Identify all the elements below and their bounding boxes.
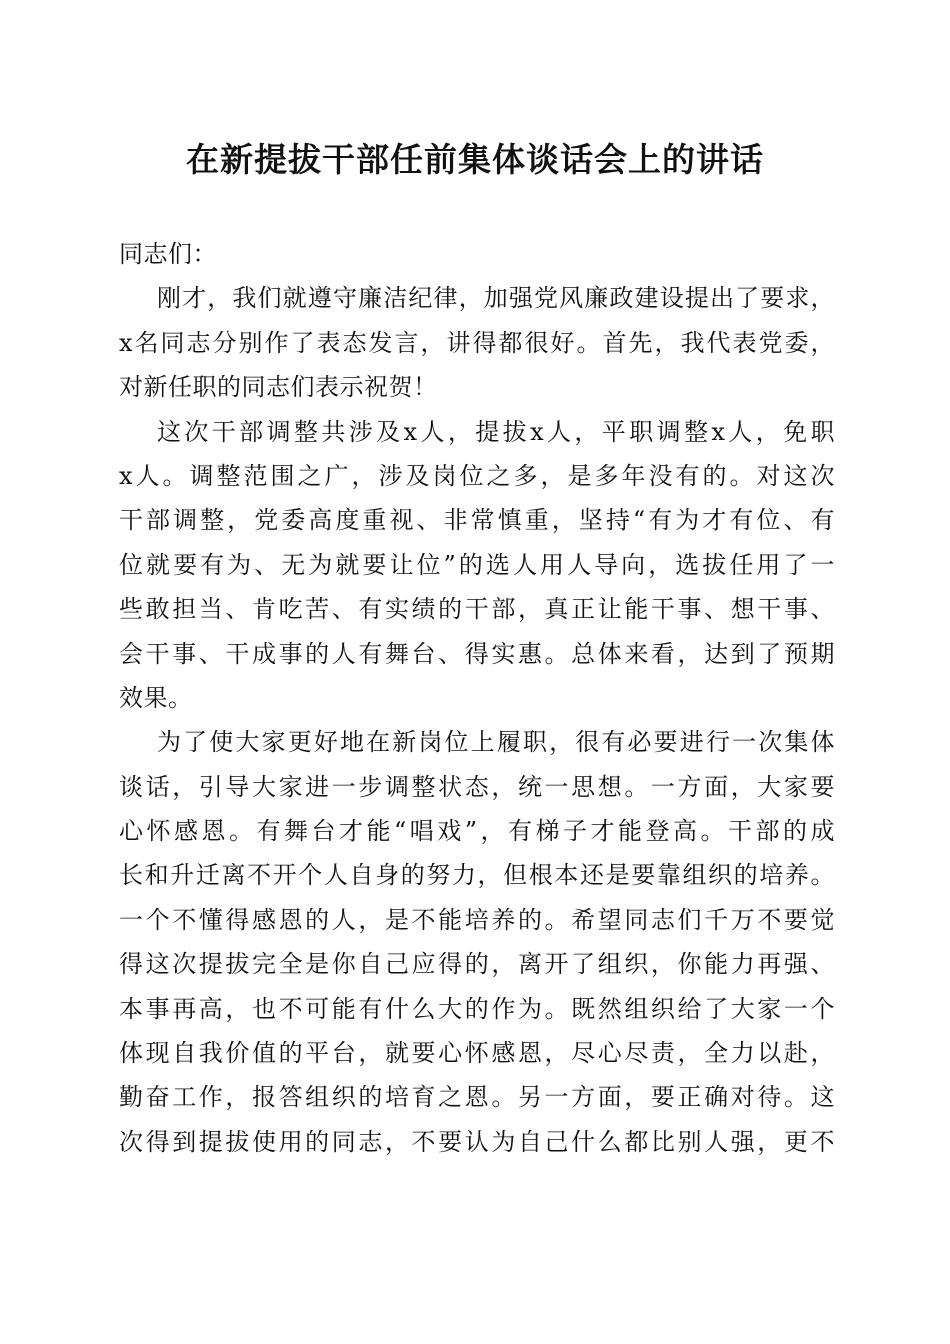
paragraph-2-line: 位就要有为、无为就要让位”的选人用人导向，选拔任用了一 <box>119 550 835 579</box>
paragraph-3-line: 一个不懂得感恩的人，是不能培养的。希望同志们千万不要觉 <box>119 905 835 934</box>
paragraph-2-line: x人。调整范围之广，涉及岗位之多，是多年没有的。对这次 <box>119 461 835 490</box>
paragraph-2-line: 效果。 <box>119 683 193 712</box>
paragraph-3-line: 勤奋工作，报答组织的培育之恩。另一方面，要正确对待。这 <box>119 1083 835 1112</box>
paragraph-3-line: 长和升迁离不开个人自身的努力，但根本还是要靠组织的培养。 <box>119 861 835 890</box>
paragraph-3-line: 本事再高，也不可能有什么大的作为。既然组织给了大家一个 <box>119 994 835 1023</box>
paragraph-1-line: x名同志分别作了表态发言，讲得都很好。首先，我代表党委， <box>119 328 835 357</box>
document-body <box>119 232 835 1164</box>
paragraph-3-line: 谈话，引导大家进一步调整状态，统一思想。一方面，大家要 <box>119 772 835 801</box>
paragraph-1-line: 刚才，我们就遵守廉洁纪律，加强党风廉政建设提出了要求， <box>157 284 835 313</box>
document-title: 在新提拔干部任前集体谈话会上的讲话 <box>186 140 764 179</box>
paragraph-3-line: 心怀感恩。有舞台才能“唱戏”，有梯子才能登高。干部的成 <box>119 817 835 846</box>
paragraph-2-line: 这次干部调整共涉及x人，提拔x人，平职调整x人，免职 <box>157 417 835 446</box>
paragraph-2-line: 干部调整，党委高度重视、非常慎重，坚持“有为才有位、有 <box>119 506 835 535</box>
paragraph-2-line: 会干事、干成事的人有舞台、得实惠。总体来看，达到了预期 <box>119 639 835 668</box>
paragraph-2-line: 些敢担当、肯吃苦、有实绩的干部，真正让能干事、想干事、 <box>119 595 835 624</box>
paragraph-3-line: 次得到提拔使用的同志，不要认为自己什么都比别人强，更不 <box>119 1127 835 1156</box>
paragraph-3-line: 为了使大家更好地在新岗位上履职，很有必要进行一次集体 <box>157 728 835 757</box>
paragraph-3-line: 体现自我价值的平台，就要心怀感恩，尽心尽责，全力以赴， <box>119 1039 835 1068</box>
paragraph-1-line: 对新任职的同志们表示祝贺！ <box>119 373 438 402</box>
paragraph-3-line: 得这次提拔完全是你自己应得的，离开了组织，你能力再强、 <box>119 950 835 979</box>
salutation-line: 同志们： <box>119 240 217 268</box>
